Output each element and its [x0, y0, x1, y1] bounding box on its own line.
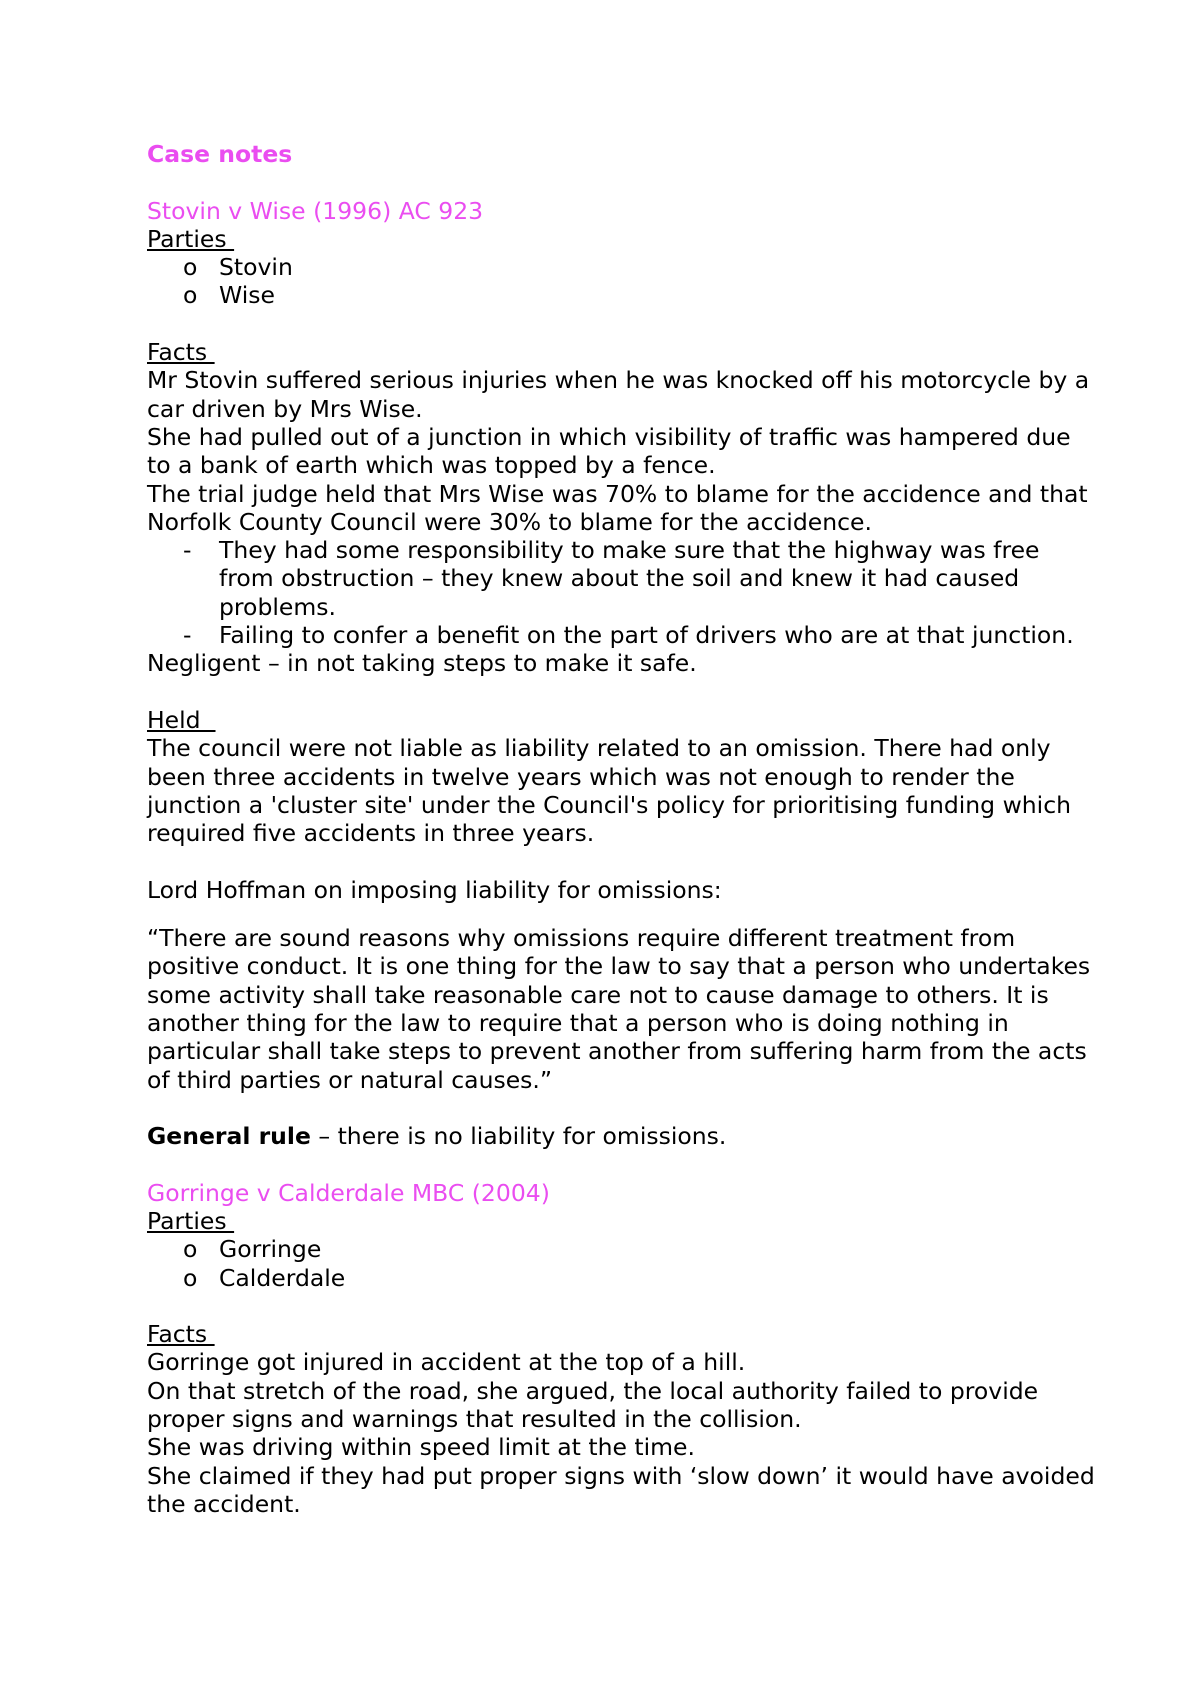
- facts-paragraph: Mr Stovin suffered serious injuries when he was knocked off his motorcycle by a car driven by Mrs Wise.: [147, 366, 1090, 423]
- facts-paragraph: She claimed if they had put proper signs with ‘slow down’ it would have avoided the accident.: [147, 1461, 1095, 1518]
- facts-paragraph: She had pulled out of a junction in which visibility of traffic was hampered due to a bank of earth which was topped by a fence.: [147, 422, 1071, 480]
- parties-label: Parties: [147, 224, 235, 253]
- list-item: o Stovin: [183, 253, 293, 282]
- circle-bullet-icon: o: [183, 281, 198, 310]
- case-heading: Gorringe v Calderdale MBC (2004): [147, 1178, 550, 1207]
- list-item: o Calderdale: [183, 1263, 346, 1292]
- case-heading: Stovin v Wise (1996) AC 923: [147, 196, 484, 225]
- case-gorringe-v-calderdale: [147, 1179, 1097, 1519]
- facts-paragraph: She was driving within speed limit at the time.: [147, 1433, 695, 1462]
- facts-label: Facts: [147, 1320, 215, 1349]
- held-paragraph: The council were not liable as liability related to an omission. There had only been three accidents in twelve years which was not enough to render the junction a 'cluster site' under the Council's policy for prioritising funding which required five accidents in three years.: [147, 734, 1072, 848]
- list-item: o Wise: [183, 281, 275, 310]
- dash-bullet-icon: -: [183, 536, 192, 565]
- general-rule-label: General rule: [147, 1122, 311, 1151]
- general-rule-text: – there is no liability for omissions.: [310, 1122, 727, 1151]
- judicial-quote: “There are sound reasons why omissions require different treatment from positive conduct. It is one thing for the law to say that a person who undertakes some activity shall take reasonable care not to cause damage to others. It is another thing for the law to require that a person who is doing nothing in particular shall take steps to prevent another from suffering harm from the acts of third parties or natural causes.”: [147, 924, 1091, 1094]
- general-rule: [147, 1122, 1097, 1150]
- facts-label: Facts: [147, 338, 215, 367]
- fact-points-list: [147, 536, 1097, 649]
- quote-intro: Lord Hoffman on imposing liability for omissions:: [147, 875, 722, 904]
- held-label: Held: [147, 705, 216, 734]
- document-page: [147, 140, 1097, 1518]
- parties-list: [147, 1235, 1097, 1292]
- parties-label: Parties: [147, 1206, 235, 1235]
- facts-paragraph: The trial judge held that Mrs Wise was 70% to blame for the accidence and that Norfolk County Council were 30% to blame for the accidence.: [147, 479, 1088, 536]
- facts-conclusion: Negligent – in not taking steps to make it safe.: [147, 649, 697, 678]
- facts-paragraph: Gorringe got injured in accident at the top of a hill.: [147, 1348, 746, 1377]
- circle-bullet-icon: o: [183, 1263, 198, 1292]
- list-item: o Gorringe: [183, 1235, 322, 1264]
- case-stovin-v-wise: [147, 197, 1097, 1179]
- list-item: - They had some responsibility to make sure that the highway was free from obstruction – they knew about the soil and knew it had caused problems.: [183, 536, 1040, 621]
- circle-bullet-icon: o: [183, 253, 198, 282]
- dash-bullet-icon: -: [183, 621, 192, 650]
- list-item: - Failing to confer a benefit on the part of drivers who are at that junction.: [183, 621, 1074, 650]
- page-title: Case notes: [147, 140, 293, 168]
- circle-bullet-icon: o: [183, 1235, 198, 1264]
- parties-list: [147, 253, 1097, 310]
- facts-paragraph: On that stretch of the road, she argued, the local authority failed to provide proper signs and warnings that resulted in the collision.: [147, 1376, 1039, 1434]
